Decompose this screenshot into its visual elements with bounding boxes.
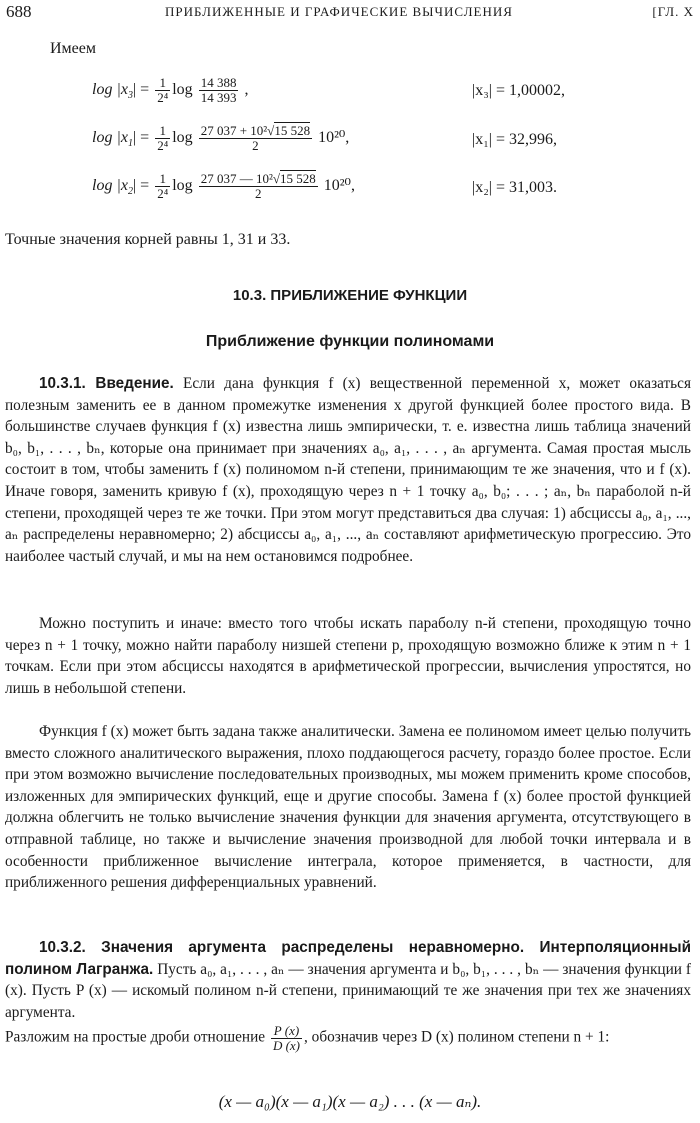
eq3-num-a: 27 037 — 10² xyxy=(200,171,273,186)
p3-body: Функция f (x) может быть задана также аналитически. Замена ее полиномом имеет целью получить вместо сложного аналитического выражения, плохо поддающегося расчету, гораздо более простое. Если при этом возможно вычисление последовательных производных, мы можем применить кроме способов, изложенных для эмпирических функций, еще и другие способы. Замена f (x) более простой функцией должна облегчить не только вычисление значения функции для значения аргумента, отсутствующего в отправной таблице, но также и вычисление значения производной для любой точки интервала и в особенности приближенное вычисление интеграла, которое применяется, в частности, для приближенного решения дифференциальных уравнений. xyxy=(5,723,691,892)
sqrt-sign: √ xyxy=(272,171,280,186)
p5-before: Разложим на простые дроби отношение xyxy=(5,1028,266,1046)
eq2-frac xyxy=(199,124,312,152)
eq3-result: |x₂| = 31,003. xyxy=(472,179,558,196)
subsection-title: Приближение функции полиномами xyxy=(205,333,495,350)
equation-row-1 xyxy=(92,76,248,104)
eq2-sub: 1 xyxy=(127,138,133,149)
paragraph-analytic xyxy=(5,721,691,894)
eq1-frac xyxy=(199,76,239,104)
eq1-num: 14 388 xyxy=(200,75,237,90)
eq1-den: 14 393 xyxy=(200,89,237,105)
equation-row-3 xyxy=(92,172,355,200)
eq1-lhs: log |x xyxy=(92,80,128,98)
equation-row-2 xyxy=(92,124,349,152)
paragraph-alternative xyxy=(5,613,691,699)
eq3-frac xyxy=(199,172,318,200)
eq3-coef xyxy=(155,172,170,200)
eq3-tail: 10²⁰, xyxy=(323,176,355,194)
eq1-coef-num: 1 xyxy=(159,75,166,90)
exact-roots-line: Точные значения корней равны 1, 31 и 33. xyxy=(5,231,291,248)
section-title: 10.3. ПРИБЛИЖЕНИЕ ФУНКЦИИ xyxy=(232,287,468,304)
eq1-tail: , xyxy=(244,80,249,98)
eq1-sub: 3 xyxy=(127,90,133,101)
eq1-coef xyxy=(155,76,170,104)
eq2-log: log xyxy=(172,128,193,146)
eq2-coef-den: 2⁴ xyxy=(157,137,169,153)
eq2-num-sqrt: 15 528 xyxy=(274,123,311,138)
final-product-formula: (x — a₀)(x — a₁)(x — a₂) . . . (x — aₙ). xyxy=(218,1092,482,1111)
p5-frac-den: D (x) xyxy=(272,1037,301,1053)
eq3-num-sqrt: 15 528 xyxy=(279,171,316,186)
eq1-coef-den: 2⁴ xyxy=(157,89,169,105)
page-number: 688 xyxy=(6,2,32,21)
paragraph-introduction xyxy=(5,373,691,567)
p2-body: Можно поступить и иначе: вместо того чтобы искать параболу n-й степени, проходящую точно через n + 1 точку, можно найти параболу низшей степени p, проходящую возможно ближе к этим n + 1 точкам. Если при этом абсциссы находятся в арифметической прогрессии, вычисления упростятся, но лишь в небольшой степени. xyxy=(5,615,691,697)
eq1-log: log xyxy=(172,80,193,98)
eq2-lhs: log |x xyxy=(92,128,128,146)
eq3-log: log xyxy=(172,176,193,194)
p1-body: Если дана функция f (x) вещественной переменной x, может оказаться полезным заменить ее в данном промежутке изменения x другой функцией более простого вида. В большинстве случаев функция f (x) известна лишь эмпирически, т. е. известна лишь таблица значений b₀, b₁, . . . , bₙ, которые она принимает при значениях a₀, a₁, . . . , aₙ аргумента. Самая простая мысль состоит в том, чтобы заменить f (x) полиномом n-й степени, принимающим те же значения, что и f (x). Иначе говоря, заменить кривую f (x), проходящую через n + 1 точку a₀, b₀; . . . ; aₙ, bₙ параболой n-й степени, проходящей через те же точки. При этом могут представиться два случая: 1) абсциссы a₀, a₁, ..., aₙ распределены неравномерно; 2) абсциссы a₀, a₁, ..., aₙ составляют арифметическую прогрессию. Это наиболее частый случай, и мы на нем остановимся подробнее. xyxy=(5,375,691,565)
eq2-num-a: 27 037 + 10² xyxy=(200,123,268,138)
eq3-coef-den: 2⁴ xyxy=(157,185,169,201)
intro-word: Имеем xyxy=(50,40,97,57)
paragraph-lagrange xyxy=(5,937,691,1023)
eq3-den: 2 xyxy=(199,186,318,201)
running-header xyxy=(0,2,700,26)
eq2-coef-num: 1 xyxy=(159,123,166,138)
eq2-tail: 10²⁰, xyxy=(318,128,350,146)
eq1-result: |x₃| = 1,00002, xyxy=(472,82,566,99)
running-title: ПРИБЛИЖЕННЫЕ И ГРАФИЧЕСКИЕ ВЫЧИСЛЕНИЯ xyxy=(165,4,513,19)
eq3-sub: 2 xyxy=(127,186,133,197)
eq2-mid: | = xyxy=(132,128,154,146)
eq3-lhs: log |x xyxy=(92,176,128,194)
p5-after: , обозначив через D (x) полином степени n + 1: xyxy=(304,1028,610,1046)
p4-heading: 10.3.2. Значения аргумента распределены неравномерно. Интерполяционный полином Лагранжа. xyxy=(5,939,691,978)
eq2-result: |x₁| = 32,996, xyxy=(472,131,558,148)
paragraph-decompose xyxy=(5,1024,693,1052)
chapter-label: [ГЛ. X xyxy=(652,4,694,19)
eq3-coef-num: 1 xyxy=(159,171,166,186)
eq1-mid: | = xyxy=(132,80,154,98)
eq3-mid: | = xyxy=(132,176,154,194)
p5-fraction xyxy=(271,1024,302,1052)
sqrt-sign: √ xyxy=(267,123,275,138)
eq2-den: 2 xyxy=(199,138,312,153)
eq2-coef xyxy=(155,124,170,152)
p4-body: Пусть a₀, a₁, . . . , aₙ — значения аргумента и b₀, b₁, . . . , bₙ — значения функции f (x). Пусть P (x) — искомый полином n-й степени, принимающий те же значения при тех же значениях аргумента. xyxy=(5,960,691,1021)
p1-heading: 10.3.1. Введение. xyxy=(39,375,174,392)
p5-frac-num: P (x) xyxy=(273,1023,300,1038)
